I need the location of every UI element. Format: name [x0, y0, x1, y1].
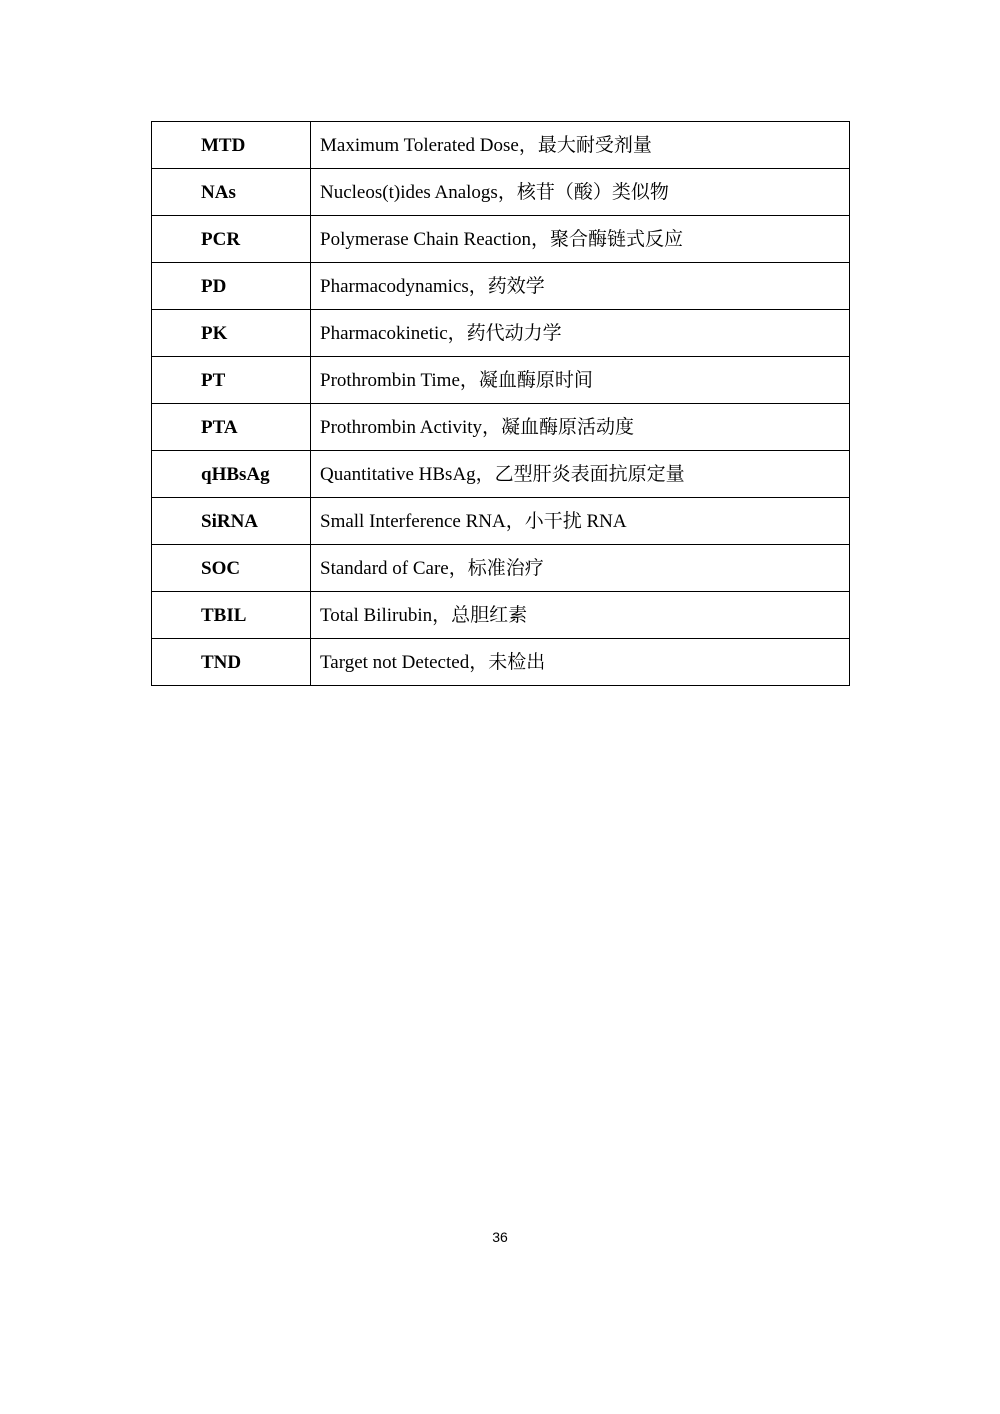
abbreviation-cell: SiRNA — [152, 498, 311, 545]
definition-cell: Pharmacokinetic，药代动力学 — [311, 310, 850, 357]
table-row — [152, 639, 850, 686]
definition-cell: Pharmacodynamics，药效学 — [311, 263, 850, 310]
table-row — [152, 310, 850, 357]
table-row — [152, 451, 850, 498]
table-row — [152, 592, 850, 639]
abbreviation-table — [151, 121, 850, 686]
abbreviation-cell: PTA — [152, 404, 311, 451]
table-row — [152, 216, 850, 263]
table-row — [152, 545, 850, 592]
definition-cell: Nucleos(t)ides Analogs，核苷（酸）类似物 — [311, 169, 850, 216]
definition-cell: Target not Detected，未检出 — [311, 639, 850, 686]
abbreviation-cell: SOC — [152, 545, 311, 592]
definition-cell: Standard of Care，标准治疗 — [311, 545, 850, 592]
definition-cell: Prothrombin Activity，凝血酶原活动度 — [311, 404, 850, 451]
abbreviation-cell: PCR — [152, 216, 311, 263]
definition-cell: Polymerase Chain Reaction，聚合酶链式反应 — [311, 216, 850, 263]
abbreviation-cell: PT — [152, 357, 311, 404]
definition-cell: Quantitative HBsAg，乙型肝炎表面抗原定量 — [311, 451, 850, 498]
abbreviation-cell: MTD — [152, 122, 311, 169]
definition-cell: Small Interference RNA，小干扰 RNA — [311, 498, 850, 545]
abbreviation-cell: TND — [152, 639, 311, 686]
table-row — [152, 169, 850, 216]
abbreviation-cell: qHBsAg — [152, 451, 311, 498]
table-row — [152, 404, 850, 451]
table-row — [152, 263, 850, 310]
table-row — [152, 122, 850, 169]
abbreviation-cell: PD — [152, 263, 311, 310]
abbreviation-cell: NAs — [152, 169, 311, 216]
abbreviation-cell: TBIL — [152, 592, 311, 639]
abbreviation-cell: PK — [152, 310, 311, 357]
page-number: 36 — [492, 1229, 508, 1245]
definition-cell: Total Bilirubin，总胆红素 — [311, 592, 850, 639]
definition-cell: Prothrombin Time，凝血酶原时间 — [311, 357, 850, 404]
table-row — [152, 498, 850, 545]
definition-cell: Maximum Tolerated Dose，最大耐受剂量 — [311, 122, 850, 169]
table-row — [152, 357, 850, 404]
